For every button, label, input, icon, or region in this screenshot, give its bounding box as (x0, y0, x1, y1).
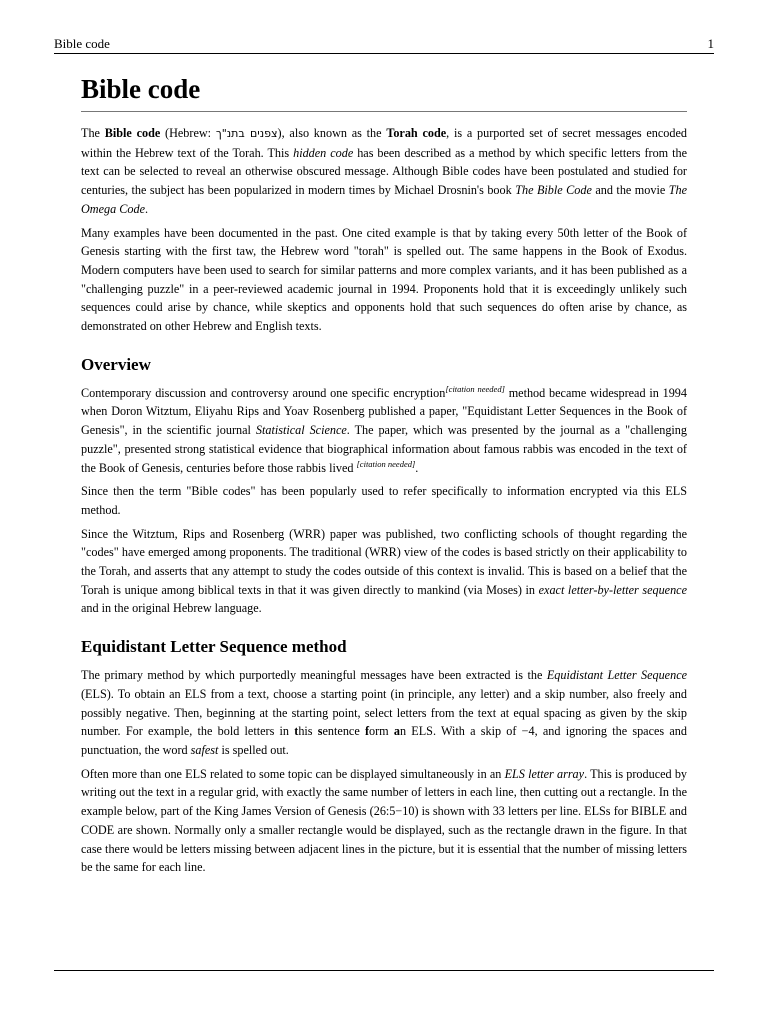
overview-paragraph-1: Contemporary discussion and controversy around one specific encryption[citation needed] method became widespread in 1994 when Doron Witztum, Eliyahu Rips and Yoav Rosenberg published a paper, "Equidistant Letter Sequences in the Book of Genesis", in the scientific journal Statistical Science. The paper, which was presented by the journal as a "challenging puzzle", presented strong statistical evidence that biographical information about famous rabbis was encoded in the text of the Book of Genesis, centuries before those rabbis lived [citation needed]. (81, 383, 687, 475)
citation-needed: [citation needed] (445, 383, 505, 394)
running-header (54, 36, 714, 54)
page-title: Bible code (81, 72, 687, 112)
els-paragraph-1: The primary method by which purportedly meaningful messages have been extracted is the Equidistant Letter Sequence (ELS). To obtain an ELS from a text, choose a starting point (in principle, any letter) and a skip number, also freely and possibly negative. Then, beginning at the starting point, select letters from the text at equal spacing as given by the skip number. For example, the bold letters in this sentence form an ELS. With a skip of −4, and ignoring the spaces and punctuation, the word safest is spelled out. (81, 668, 688, 757)
els-paragraph-2: Often more than one ELS related to some topic can be displayed simultaneously in an ELS letter array. This is produced by writing out the text in a regular grid, with exactly the same number of letters in each line, then cutting out a rectangle. In the example below, part of the King James Version of Genesis (26:5−10) is shown with 33 letters per line. ELSs for BIBLE and CODE are shown. Normally only a smaller rectangle would be displayed, such as the rectangle drawn in the figure. In that case there would be letters missing between adjacent lines in the picture, but it is essential that the number of missing letters be the same for each line. (81, 766, 688, 875)
hebrew-term: צפנים בתנ"ך (215, 127, 278, 140)
section-heading-overview: Overview (81, 354, 151, 374)
citation-needed: [citation needed] (356, 458, 416, 469)
section-heading-els: Equidistant Letter Sequence method (81, 637, 347, 657)
overview-paragraph-2: Since then the term "Bible codes" has been popularly used to refer specifically to information encrypted via this ELS method. (81, 484, 687, 517)
article-body (81, 72, 687, 882)
footer-rule (54, 970, 714, 971)
overview-paragraph-3: Since the Witztum, Rips and Rosenberg (WRR) paper was published, two conflicting schools of thought regarding the "codes" have emerged among proponents. The traditional (WRR) view of the codes is based strictly on their applicability to the Torah, and asserts that any attempt to study the codes outside of this context is invalid. This is based on a belief that the Torah is unique among biblical texts in that it was given directly to mankind (via Moses) in exact letter-by-letter sequence and in the original Hebrew language. (81, 526, 687, 616)
intro-paragraph-2: Many examples have been documented in the past. One cited example is that by taking every 50th letter of the Book of Genesis starting with the first taw, the Hebrew word "torah" is spelled out. The same happens in the Book of Exodus. Modern computers have been used to search for similar patterns and more complex variants, and it has been published as a "challenging puzzle" in a peer-reviewed academic journal in 1994. Proponents hold that it is exceedingly unlikely such sequences could arise by chance, while skeptics and opponents hold that such sequences do often arise by chance, as demonstrated on other Hebrew and English texts. (81, 225, 687, 334)
running-title: Bible code (54, 36, 110, 51)
intro-paragraph-1: The Bible code (Hebrew: צפנים בתנ"ך), also known as the Torah code, is a purported set of secret messages encoded within the Hebrew text of the Torah. This hidden code has been described as a method by which specific letters from the text can be selected to reveal an otherwise obscured message. Although Bible codes have been postulated and studied for centuries, the subject has been popularized in modern times by Michael Drosnin's book The Bible Code and the movie The Omega Code. (81, 126, 688, 216)
page-number: 1 (707, 36, 714, 51)
